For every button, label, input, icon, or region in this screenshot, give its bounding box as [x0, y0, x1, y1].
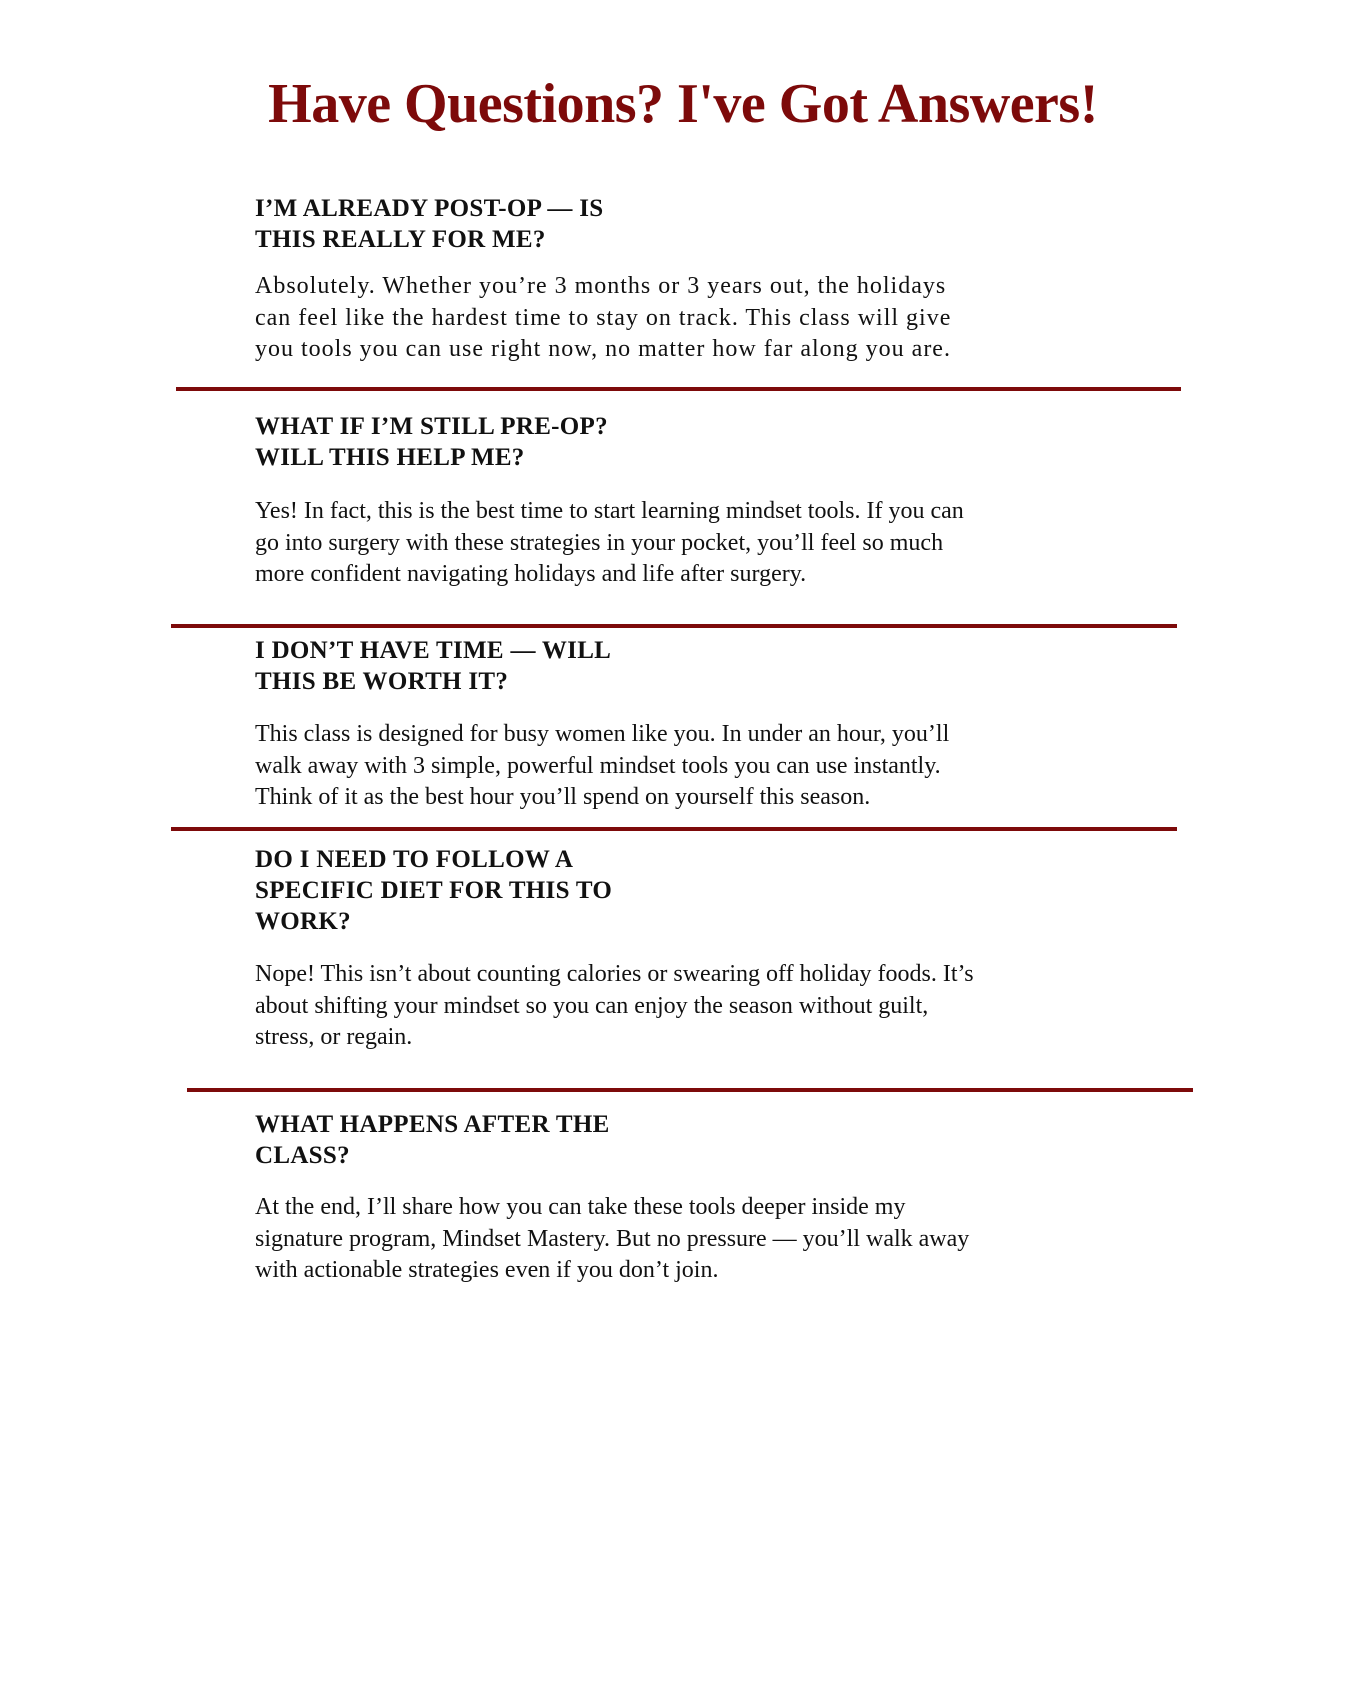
answer-line: with actionable strategies even if you don’t join.	[255, 1257, 719, 1283]
question-line: WHAT IF I’M STILL PRE-OP?	[255, 413, 608, 440]
faq-question-4	[255, 844, 612, 937]
question-line: DO I NEED TO FOLLOW A	[255, 846, 574, 873]
answer-line: Yes! In fact, this is the best time to start learning mindset tools. If you can	[255, 498, 964, 524]
question-line: THIS REALLY FOR ME?	[255, 226, 546, 253]
divider	[171, 624, 1177, 628]
answer-line: At the end, I’ll share how you can take these tools deeper inside my	[255, 1194, 906, 1220]
divider	[176, 387, 1181, 391]
faq-answer-4	[255, 959, 1135, 1054]
faq-answer-1	[255, 271, 1135, 366]
divider	[171, 827, 1177, 831]
faq-answer-3	[255, 719, 1135, 814]
answer-line: you tools you can use right now, no matter how far along you are.	[255, 336, 951, 362]
answer-line: Nope! This isn’t about counting calories or swearing off holiday foods. It’s	[255, 961, 974, 987]
faq-question-5	[255, 1109, 610, 1171]
answer-line: Think of it as the best hour you’ll spend on yourself this season.	[255, 784, 871, 810]
answer-line: go into surgery with these strategies in your pocket, you’ll feel so much	[255, 529, 944, 556]
question-line: THIS BE WORTH IT?	[255, 668, 509, 695]
answer-line: more confident navigating holidays and life after surgery.	[255, 561, 807, 587]
faq-answer-2	[255, 496, 1135, 591]
answer-line: This class is designed for busy women like you. In under an hour, you’ll	[255, 721, 950, 747]
question-line: I’M ALREADY POST-OP — IS	[255, 195, 604, 222]
page-title: Have Questions? I've Got Answers!	[268, 73, 1098, 135]
divider	[187, 1088, 1193, 1092]
faq-answer-5	[255, 1192, 1135, 1287]
faq-question-1	[255, 193, 603, 255]
faq-question-2	[255, 411, 608, 473]
answer-line: walk away with 3 simple, powerful mindset tools you can use instantly.	[255, 752, 941, 779]
question-line: WILL THIS HELP ME?	[255, 444, 525, 471]
answer-line: stress, or regain.	[255, 1024, 413, 1050]
faq-question-3	[255, 635, 611, 697]
question-line: WORK?	[255, 908, 351, 935]
question-line: CLASS?	[255, 1142, 350, 1169]
answer-line: Absolutely. Whether you’re 3 months or 3 years out, the holidays	[255, 273, 947, 299]
question-line: WHAT HAPPENS AFTER THE	[255, 1111, 610, 1138]
question-line: I DON’T HAVE TIME — WILL	[255, 637, 612, 664]
answer-line: signature program, Mindset Mastery. But no pressure — you’ll walk away	[255, 1225, 970, 1252]
answer-line: about shifting your mindset so you can enjoy the season without guilt,	[255, 992, 929, 1019]
answer-line: can feel like the hardest time to stay on track. This class will give	[255, 304, 952, 331]
question-line: SPECIFIC DIET FOR THIS TO	[255, 877, 613, 904]
